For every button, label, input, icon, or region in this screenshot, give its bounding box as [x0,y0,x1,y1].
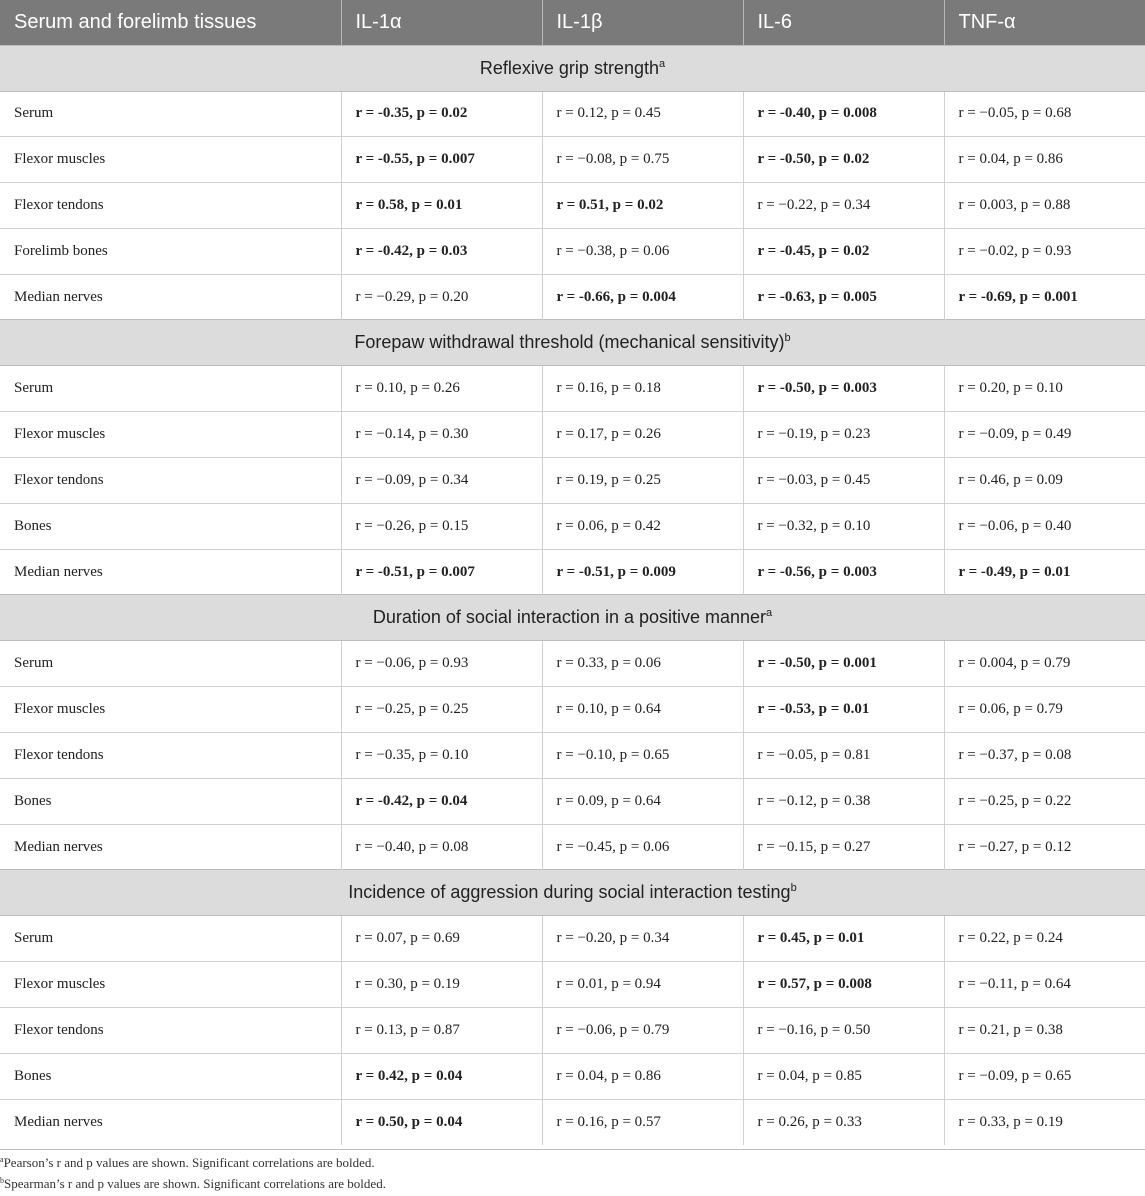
section-title [0,595,1145,641]
correlation-cell: r = 0.01, p = 0.94 [542,962,743,1008]
correlation-cell: r = 0.46, p = 0.09 [944,458,1145,504]
section-title-text: Reflexive grip strength [479,57,659,78]
footnote-a [0,1154,1145,1172]
correlation-cell: r = -0.63, p = 0.005 [743,274,944,320]
correlation-cell: r = -0.51, p = 0.007 [341,549,542,595]
correlation-cell: r = −0.03, p = 0.45 [743,458,944,504]
tissue-cell: Flexor tendons [0,183,341,229]
correlation-cell: r = -0.49, p = 0.01 [944,549,1145,595]
correlation-cell: r = −0.25, p = 0.22 [944,778,1145,824]
section-title [0,45,1145,91]
tissue-cell: Bones [0,503,341,549]
correlation-cell: r = −0.11, p = 0.64 [944,962,1145,1008]
table-row [0,1008,1145,1054]
correlation-cell: r = −0.22, p = 0.34 [743,183,944,229]
correlation-cell: r = -0.69, p = 0.001 [944,274,1145,320]
correlation-cell: r = −0.29, p = 0.20 [341,274,542,320]
tissue-cell: Flexor muscles [0,962,341,1008]
correlation-cell: r = −0.27, p = 0.12 [944,824,1145,870]
footnote-text: Pearson’s r and p values are shown. Significant correlations are bolded. [3,1155,375,1170]
header-il-1-beta: IL-1β [542,0,743,45]
tissue-cell: Flexor muscles [0,137,341,183]
correlation-cell: r = -0.50, p = 0.02 [743,137,944,183]
correlation-cell: r = 0.26, p = 0.33 [743,1099,944,1145]
correlation-cell: r = 0.13, p = 0.87 [341,1008,542,1054]
table-row [0,1053,1145,1099]
section-title-text: Duration of social interaction in a positive manner [372,607,767,628]
correlation-cell: r = 0.42, p = 0.04 [341,1053,542,1099]
tissue-cell: Flexor tendons [0,458,341,504]
correlation-cell: r = 0.12, p = 0.45 [542,91,743,137]
correlation-cell: r = 0.16, p = 0.57 [542,1099,743,1145]
correlation-cell: r = 0.003, p = 0.88 [944,183,1145,229]
correlation-cell: r = −0.09, p = 0.34 [341,458,542,504]
correlation-cell: r = 0.21, p = 0.38 [944,1008,1145,1054]
correlation-cell: r = -0.40, p = 0.008 [743,91,944,137]
correlation-cell: r = 0.51, p = 0.02 [542,183,743,229]
table-row [0,366,1145,412]
correlation-cell: r = 0.06, p = 0.79 [944,687,1145,733]
correlation-cell: r = 0.10, p = 0.26 [341,366,542,412]
tissue-cell: Forelimb bones [0,228,341,274]
table-row [0,183,1145,229]
correlation-cell: r = −0.10, p = 0.65 [542,733,743,779]
correlation-cell: r = -0.50, p = 0.003 [743,366,944,412]
correlation-cell: r = 0.04, p = 0.86 [542,1053,743,1099]
header-il-1-alpha: IL-1α [341,0,542,45]
correlation-cell: r = −0.14, p = 0.30 [341,412,542,458]
correlation-cell: r = 0.30, p = 0.19 [341,962,542,1008]
header-tissues: Serum and forelimb tissues [0,0,341,45]
correlation-cell: r = 0.07, p = 0.69 [341,916,542,962]
correlation-cell: r = −0.40, p = 0.08 [341,824,542,870]
correlation-cell: r = -0.56, p = 0.003 [743,549,944,595]
tissue-cell: Median nerves [0,549,341,595]
correlation-cell: r = −0.38, p = 0.06 [542,228,743,274]
correlation-cell: r = 0.33, p = 0.06 [542,641,743,687]
correlation-cell: r = −0.09, p = 0.65 [944,1053,1145,1099]
table-header-row [0,0,1145,45]
correlation-cell: r = −0.12, p = 0.38 [743,778,944,824]
correlation-cell: r = 0.06, p = 0.42 [542,503,743,549]
tissue-cell: Serum [0,366,341,412]
section-header-row [0,870,1145,916]
correlation-cell: r = 0.22, p = 0.24 [944,916,1145,962]
correlation-cell: r = −0.32, p = 0.10 [743,503,944,549]
section-footnote-mark: b [790,882,797,895]
table-row [0,412,1145,458]
correlation-cell: r = -0.42, p = 0.04 [341,778,542,824]
table-row [0,228,1145,274]
table-row [0,274,1145,320]
section-header-row [0,595,1145,641]
table-row [0,733,1145,779]
correlation-cell: r = 0.50, p = 0.04 [341,1099,542,1145]
tissue-cell: Median nerves [0,824,341,870]
correlation-cell: r = −0.20, p = 0.34 [542,916,743,962]
section-title-text: Incidence of aggression during social interaction testing [348,882,791,903]
correlation-cell: r = −0.05, p = 0.81 [743,733,944,779]
footnotes [0,1149,1145,1196]
correlation-cell: r = −0.09, p = 0.49 [944,412,1145,458]
section-footnote-mark: a [658,57,666,70]
correlation-cell: r = −0.06, p = 0.93 [341,641,542,687]
tissue-cell: Serum [0,641,341,687]
correlation-cell: r = 0.10, p = 0.64 [542,687,743,733]
table-row [0,962,1145,1008]
correlation-cell: r = −0.16, p = 0.50 [743,1008,944,1054]
footnote-b [0,1175,1145,1193]
correlation-cell: r = -0.53, p = 0.01 [743,687,944,733]
table-row [0,1099,1145,1145]
correlation-cell: r = −0.15, p = 0.27 [743,824,944,870]
tissue-cell: Median nerves [0,1099,341,1145]
correlation-cell: r = -0.50, p = 0.001 [743,641,944,687]
table-row [0,641,1145,687]
correlation-cell: r = 0.004, p = 0.79 [944,641,1145,687]
correlation-cell: r = 0.04, p = 0.85 [743,1053,944,1099]
correlation-cell: r = 0.57, p = 0.008 [743,962,944,1008]
table-row [0,687,1145,733]
correlation-cell: r = -0.55, p = 0.007 [341,137,542,183]
tissue-cell: Serum [0,916,341,962]
correlation-cell: r = −0.06, p = 0.40 [944,503,1145,549]
section-title [0,870,1145,916]
tissue-cell: Flexor muscles [0,687,341,733]
tissue-cell: Flexor muscles [0,412,341,458]
tissue-cell: Flexor tendons [0,1008,341,1054]
table-body [0,45,1145,1145]
table-row [0,458,1145,504]
correlation-cell: r = −0.35, p = 0.10 [341,733,542,779]
header-il-6: IL-6 [743,0,944,45]
correlation-cell: r = −0.25, p = 0.25 [341,687,542,733]
correlation-cell: r = 0.16, p = 0.18 [542,366,743,412]
table-row [0,549,1145,595]
tissue-cell: Bones [0,778,341,824]
correlation-cell: r = 0.19, p = 0.25 [542,458,743,504]
correlation-cell: r = -0.51, p = 0.009 [542,549,743,595]
section-title-text: Forepaw withdrawal threshold (mechanical sensitivity) [354,332,785,353]
tissue-cell: Bones [0,1053,341,1099]
section-footnote-mark: b [784,332,791,345]
correlation-cell: r = 0.45, p = 0.01 [743,916,944,962]
section-footnote-mark: a [766,607,773,620]
correlation-cell: r = 0.33, p = 0.19 [944,1099,1145,1145]
tissue-cell: Serum [0,91,341,137]
correlation-cell: r = 0.20, p = 0.10 [944,366,1145,412]
footnote-mark: a [0,1155,4,1164]
correlation-cell: r = -0.66, p = 0.004 [542,274,743,320]
correlation-cell: r = 0.17, p = 0.26 [542,412,743,458]
correlation-cell: r = -0.45, p = 0.02 [743,228,944,274]
correlation-cell: r = −0.06, p = 0.79 [542,1008,743,1054]
tissue-cell: Flexor tendons [0,733,341,779]
footnote-mark: b [0,1176,4,1185]
table-row [0,824,1145,870]
correlation-cell: r = −0.37, p = 0.08 [944,733,1145,779]
section-header-row [0,320,1145,366]
correlation-cell: r = 0.09, p = 0.64 [542,778,743,824]
correlation-cell: r = −0.26, p = 0.15 [341,503,542,549]
correlation-cell: r = −0.02, p = 0.93 [944,228,1145,274]
tissue-cell: Median nerves [0,274,341,320]
correlation-cell: r = -0.42, p = 0.03 [341,228,542,274]
table-row [0,778,1145,824]
section-header-row [0,45,1145,91]
correlation-cell: r = 0.58, p = 0.01 [341,183,542,229]
table-row [0,137,1145,183]
correlation-cell: r = -0.35, p = 0.02 [341,91,542,137]
correlation-cell: r = −0.19, p = 0.23 [743,412,944,458]
header-tnf-alpha: TNF-α [944,0,1145,45]
footnote-text: Spearman’s r and p values are shown. Significant correlations are bolded. [4,1176,386,1191]
table-row [0,503,1145,549]
correlation-cell: r = −0.45, p = 0.06 [542,824,743,870]
section-title [0,320,1145,366]
table-row [0,91,1145,137]
correlation-cell: r = −0.08, p = 0.75 [542,137,743,183]
correlation-cell: r = −0.05, p = 0.68 [944,91,1145,137]
correlation-cell: r = 0.04, p = 0.86 [944,137,1145,183]
table-row [0,916,1145,962]
